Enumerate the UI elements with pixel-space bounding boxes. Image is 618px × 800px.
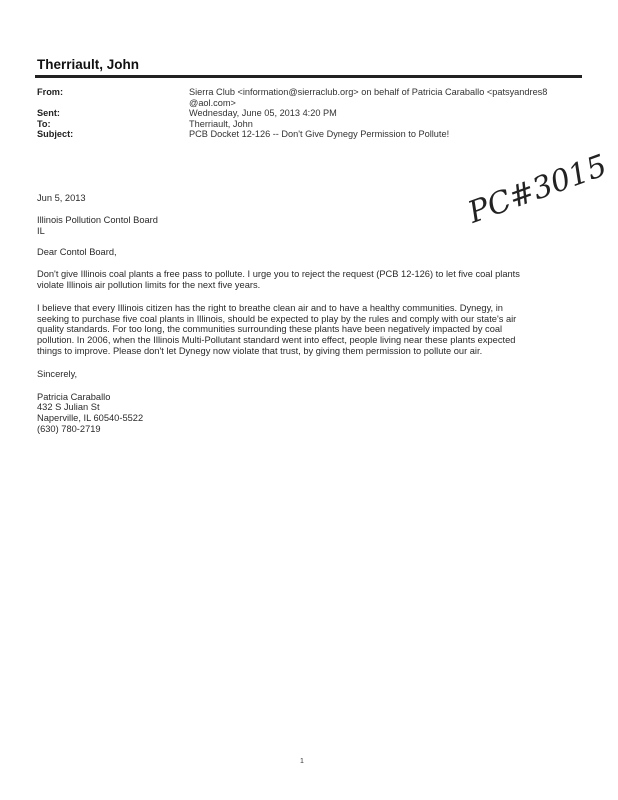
recipient-line1: Illinois Pollution Contol Board [37, 214, 158, 225]
from-label: From: [37, 87, 64, 97]
to-row [37, 119, 597, 130]
email-body [37, 193, 585, 435]
signature-street: 432 S Julian St [37, 402, 100, 413]
to-value: Therriault, John [189, 118, 253, 129]
to-label: To: [37, 118, 51, 129]
header-divider [35, 75, 582, 78]
sent-value: Wednesday, June 05, 2013 4:20 PM [189, 108, 337, 119]
signature-name: Patricia Caraballo [37, 391, 111, 402]
page-number: 1 [300, 758, 304, 765]
from-value [189, 87, 597, 108]
closing: Sincerely, [37, 368, 78, 379]
subject-label: Subject: [37, 129, 74, 140]
sent-row [37, 108, 597, 119]
letter-date: Jun 5, 2013 [37, 193, 86, 203]
from-row [37, 87, 597, 108]
para2-line4: pollution. In 2006, when the Illinois Multi-Pollutant standard went into effect, people living near these plants expected [37, 335, 516, 346]
stamp-text: PC#3015 [463, 148, 612, 231]
mailbox-owner-name: Therriault, John [37, 57, 140, 72]
para2-line1: I believe that every Illinois citizen has the right to breathe clean air and to have a healthy communities. Dynegy, in [37, 302, 503, 313]
sent-label: Sent: [37, 108, 60, 119]
para2-line5: things to improve. Please don't let Dynegy now violate that trust, by giving them permission to pollute our air. [37, 345, 483, 356]
signature-city: Naperville, IL 60540-5522 [37, 413, 144, 424]
signature-phone: (630) 780-2719 [37, 423, 101, 434]
from-value-line1: Sierra Club <information@sierraclub.org> on behalf of Patricia Caraballo <patsyandres8 [189, 87, 548, 97]
para2-line3: quality standards. For too long, the communities surrounding these plants have been negatively impacted by coal [37, 324, 503, 335]
from-value-line2: @aol.com> [189, 97, 236, 108]
para1-line2: violate Illinois air pollution limits for the next five years. [37, 279, 261, 290]
subject-row [37, 129, 597, 140]
para2-line2: seeking to purchase five coal plants in Illinois, should be expected to play by the rules and comply with our state's air [37, 313, 517, 324]
para1-line1: Don't give Illinois coal plants a free pass to pollute. I urge you to reject the request (PCB 12-126) to let five coal plants [37, 269, 520, 280]
subject-value: PCB Docket 12-126 -- Don't Give Dynegy Permission to Pollute! [189, 129, 450, 140]
email-header-block [37, 87, 597, 140]
salutation: Dear Contol Board, [37, 247, 117, 258]
recipient-line2: IL [37, 225, 45, 236]
